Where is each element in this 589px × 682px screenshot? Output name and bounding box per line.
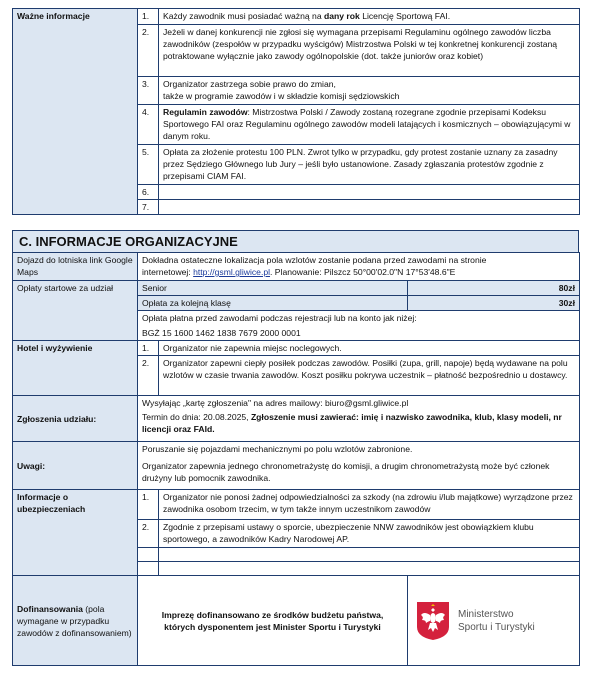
important-item-6 [159, 185, 580, 200]
fees-label: Opłaty startowe za udział [13, 281, 138, 341]
item-number: 1. [138, 490, 159, 520]
item-number: 2. [138, 356, 159, 396]
important-info-label: Ważne informacje [13, 9, 138, 215]
fee-amount: 80zł [408, 281, 580, 296]
access-label: Dojazd do lotniska link Google Maps [13, 253, 138, 281]
hotel-label: Hotel i wyżywienie [13, 341, 138, 396]
insurance-item-2: Zgodnie z przepisami ustawy o sporcie, ubezpieczenie NNW zawodników jest obowiązkiem klubu sportowego, a zawodników Kadry Narodowej AP. [159, 520, 580, 548]
payment-info: Opłata płatna przed zawodami podczas rejestracji lub na konto jak niżej: BGŻ 15 1600 1462 1838 7679 2000 0001 [138, 311, 580, 341]
important-item-3: Organizator zastrzega sobie prawo do zmian, także w programie zawodów i w składzie komisji sędziowskich [159, 77, 580, 105]
important-item-1: Każdy zawodnik musi posiadać ważną na dany rok Licencję Sportową FAI. [159, 9, 580, 25]
ministry-name-line2: Sportu i Turystyki [458, 621, 535, 633]
remarks-label: Uwagi: [13, 442, 138, 490]
fee-amount: 30zł [408, 296, 580, 311]
ministry-name-line1: Ministerstwo [458, 608, 514, 620]
empty-cell [159, 562, 580, 576]
important-info-table [12, 8, 580, 215]
item-number: 2. [138, 25, 159, 77]
access-info: Dokładna ostateczne lokalizacja pola wzlotów zostanie podana przed zawodami na stronie internetowej: http://gsml.gliwice.pl. Planowanie: Pilszcz 50°00'02.0"N 17°53'48.6"E [138, 253, 580, 281]
empty-cell [159, 548, 580, 562]
item-number: 5. [138, 145, 159, 185]
funding-label: Dofinansowania (pola wymagane w przypadku zawodów z dofinansowaniem) [13, 576, 138, 666]
entries-info: Wysyłając „kartę zgłoszenia" na adres mailowy: biuro@gsml.gliwice.pl Termin do dnia: 20.08.2025, Zgłoszenie musi zawierać: imię i nazwisko zawodnika, klub, klasy modeli, nr licencji oraz FAId. [138, 396, 580, 442]
important-item-2: Jeżeli w danej konkurencji nie zgłosi się wymagana przepisami Regulaminu ogólnego zawodów liczba zawodników (zespołów w przypadku wyścigów) Mistrzostwa Polski w tej konkretnej konkurencji zostaną potraktowane wyłącznie jako zawody ogólnopolskie (dot. także juniorów oraz kobiet) [159, 25, 580, 77]
remarks-info: Poruszanie się pojazdami mechanicznymi po polu wzlotów zabronione. Organizator zapewnia jednego chronometrażystę do komisji, a drugim chronometrażystą może być członek drużyny lub pomocnik zawodnika. [138, 442, 580, 490]
item-number: 2. [138, 520, 159, 548]
section-c-title: C. INFORMACJE ORGANIZACYJNE [12, 230, 579, 252]
important-item-7 [159, 200, 580, 215]
item-number: 6. [138, 185, 159, 200]
important-item-4: Regulamin zawodów: Mistrzostwa Polski / Zawody zostaną rozegrane zgodnie przepisami Kodeksu Sportowego FAI oraz Regulaminu ogólnego zawodów modeli latających i kosmicznych – obowiązującymi w danym roku. [159, 105, 580, 145]
empty-cell [138, 548, 159, 562]
item-number: 1. [138, 341, 159, 356]
important-item-5: Opłata za złożenie protestu 100 PLN. Zwrot tylko w przypadku, gdy protest zostanie uznany za zasadny przez Sędziego Głównego lub Jury – jeśli było ustanowione. Zasady zgłaszania protestów zgodnie z przepisami CIAM FAI. [159, 145, 580, 185]
ministry-logo [408, 576, 580, 666]
item-number: 7. [138, 200, 159, 215]
item-number: 1. [138, 9, 159, 25]
insurance-item-1: Organizator nie ponosi żadnej odpowiedzialności za szkody (na zdrowiu i/lub majątkowe) wyrządzone przez zawodnika osobom trzecim, w tym także innym uczestnikom zawodów [159, 490, 580, 520]
hotel-item-2: Organizator zapewni ciepły posiłek podczas zawodów. Posiłki (zupa, grill, napoje) będą wydawane na polu wzlotów w czasie trwania zawodów. Koszt posiłku pokrywa uczestnik – płatność bezpośrednio u dostawcy. [159, 356, 580, 396]
entries-label: Zgłoszenia udziału: [13, 396, 138, 442]
website-link[interactable]: http://gsml.gliwice.pl [193, 267, 271, 277]
polish-eagle-icon [416, 601, 450, 641]
empty-cell [138, 562, 159, 576]
fee-name: Senior [138, 281, 408, 296]
fee-name: Opłata za kolejną klasę [138, 296, 408, 311]
insurance-label: Informacje o ubezpieczeniach [13, 490, 138, 576]
hotel-item-1: Organizator nie zapewnia miejsc noclegowych. [159, 341, 580, 356]
item-number: 4. [138, 105, 159, 145]
item-number: 3. [138, 77, 159, 105]
organizational-info-table [12, 252, 580, 666]
funding-text: Imprezę dofinansowano ze środków budżetu państwa, których dysponentem jest Minister Sportu i Turystyki [138, 576, 408, 666]
